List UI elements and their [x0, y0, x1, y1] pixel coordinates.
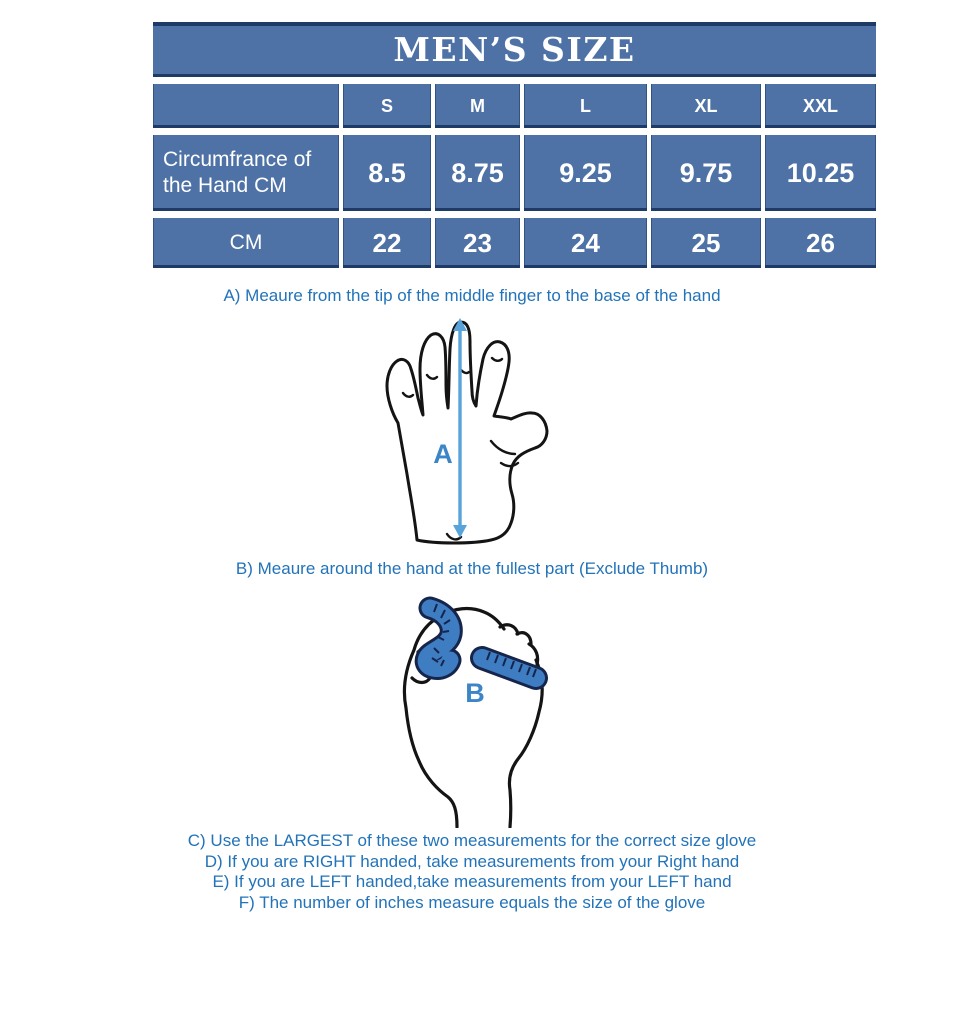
open-hand-illustration	[373, 313, 557, 545]
instruction-f-text: F) The number of inches measure equals the size of the glove	[238, 892, 706, 912]
table-title: MEN’S SIZE	[153, 22, 876, 77]
header-empty-cell	[153, 84, 339, 128]
instruction-b-text: B) Meaure around the hand at the fullest part (Exclude Thumb)	[235, 559, 709, 578]
instruction-c-text: C) Use the LARGEST of these two measurements for the correct size glove	[187, 831, 757, 850]
measuring-tape-band	[482, 652, 536, 678]
size-header-l: L	[524, 84, 647, 128]
measuring-tape-ribbon	[426, 604, 451, 669]
row-label-cm: CM	[153, 218, 339, 268]
size-header-m: M	[435, 84, 520, 128]
size-header-s: S	[343, 84, 431, 128]
circumference-value-s: 8.5	[343, 135, 431, 211]
size-chart-grid	[153, 84, 876, 268]
cm-value-xxl: 26	[765, 218, 876, 268]
cm-value-xl: 25	[651, 218, 761, 268]
size-header-xl: XL	[651, 84, 761, 128]
instruction-cdef-block	[0, 831, 944, 913]
figure-a-label: A	[433, 439, 453, 469]
instruction-e-text: E) If you are LEFT handed,take measurements from your LEFT hand	[212, 872, 732, 891]
size-chart-table	[153, 22, 876, 268]
circumference-value-m: 8.75	[435, 135, 520, 211]
instruction-d-text: D) If you are RIGHT handed, take measurements from your Right hand	[204, 851, 740, 871]
fist-tape-illustration	[400, 596, 548, 828]
instruction-a-text: A) Meaure from the tip of the middle finger to the base of the hand	[223, 286, 721, 305]
cm-value-l: 24	[524, 218, 647, 268]
circumference-value-l: 9.25	[524, 135, 647, 211]
circumference-value-xl: 9.75	[651, 135, 761, 211]
row-label-circumference: Circumfrance of the Hand CM	[153, 135, 339, 211]
cm-value-m: 23	[435, 218, 520, 268]
figure-b-label: B	[465, 678, 485, 708]
size-header-xxl: XXL	[765, 84, 876, 128]
fist-outline	[404, 609, 542, 827]
hand-outline	[387, 322, 547, 543]
cm-value-s: 22	[343, 218, 431, 268]
circumference-value-xxl: 10.25	[765, 135, 876, 211]
